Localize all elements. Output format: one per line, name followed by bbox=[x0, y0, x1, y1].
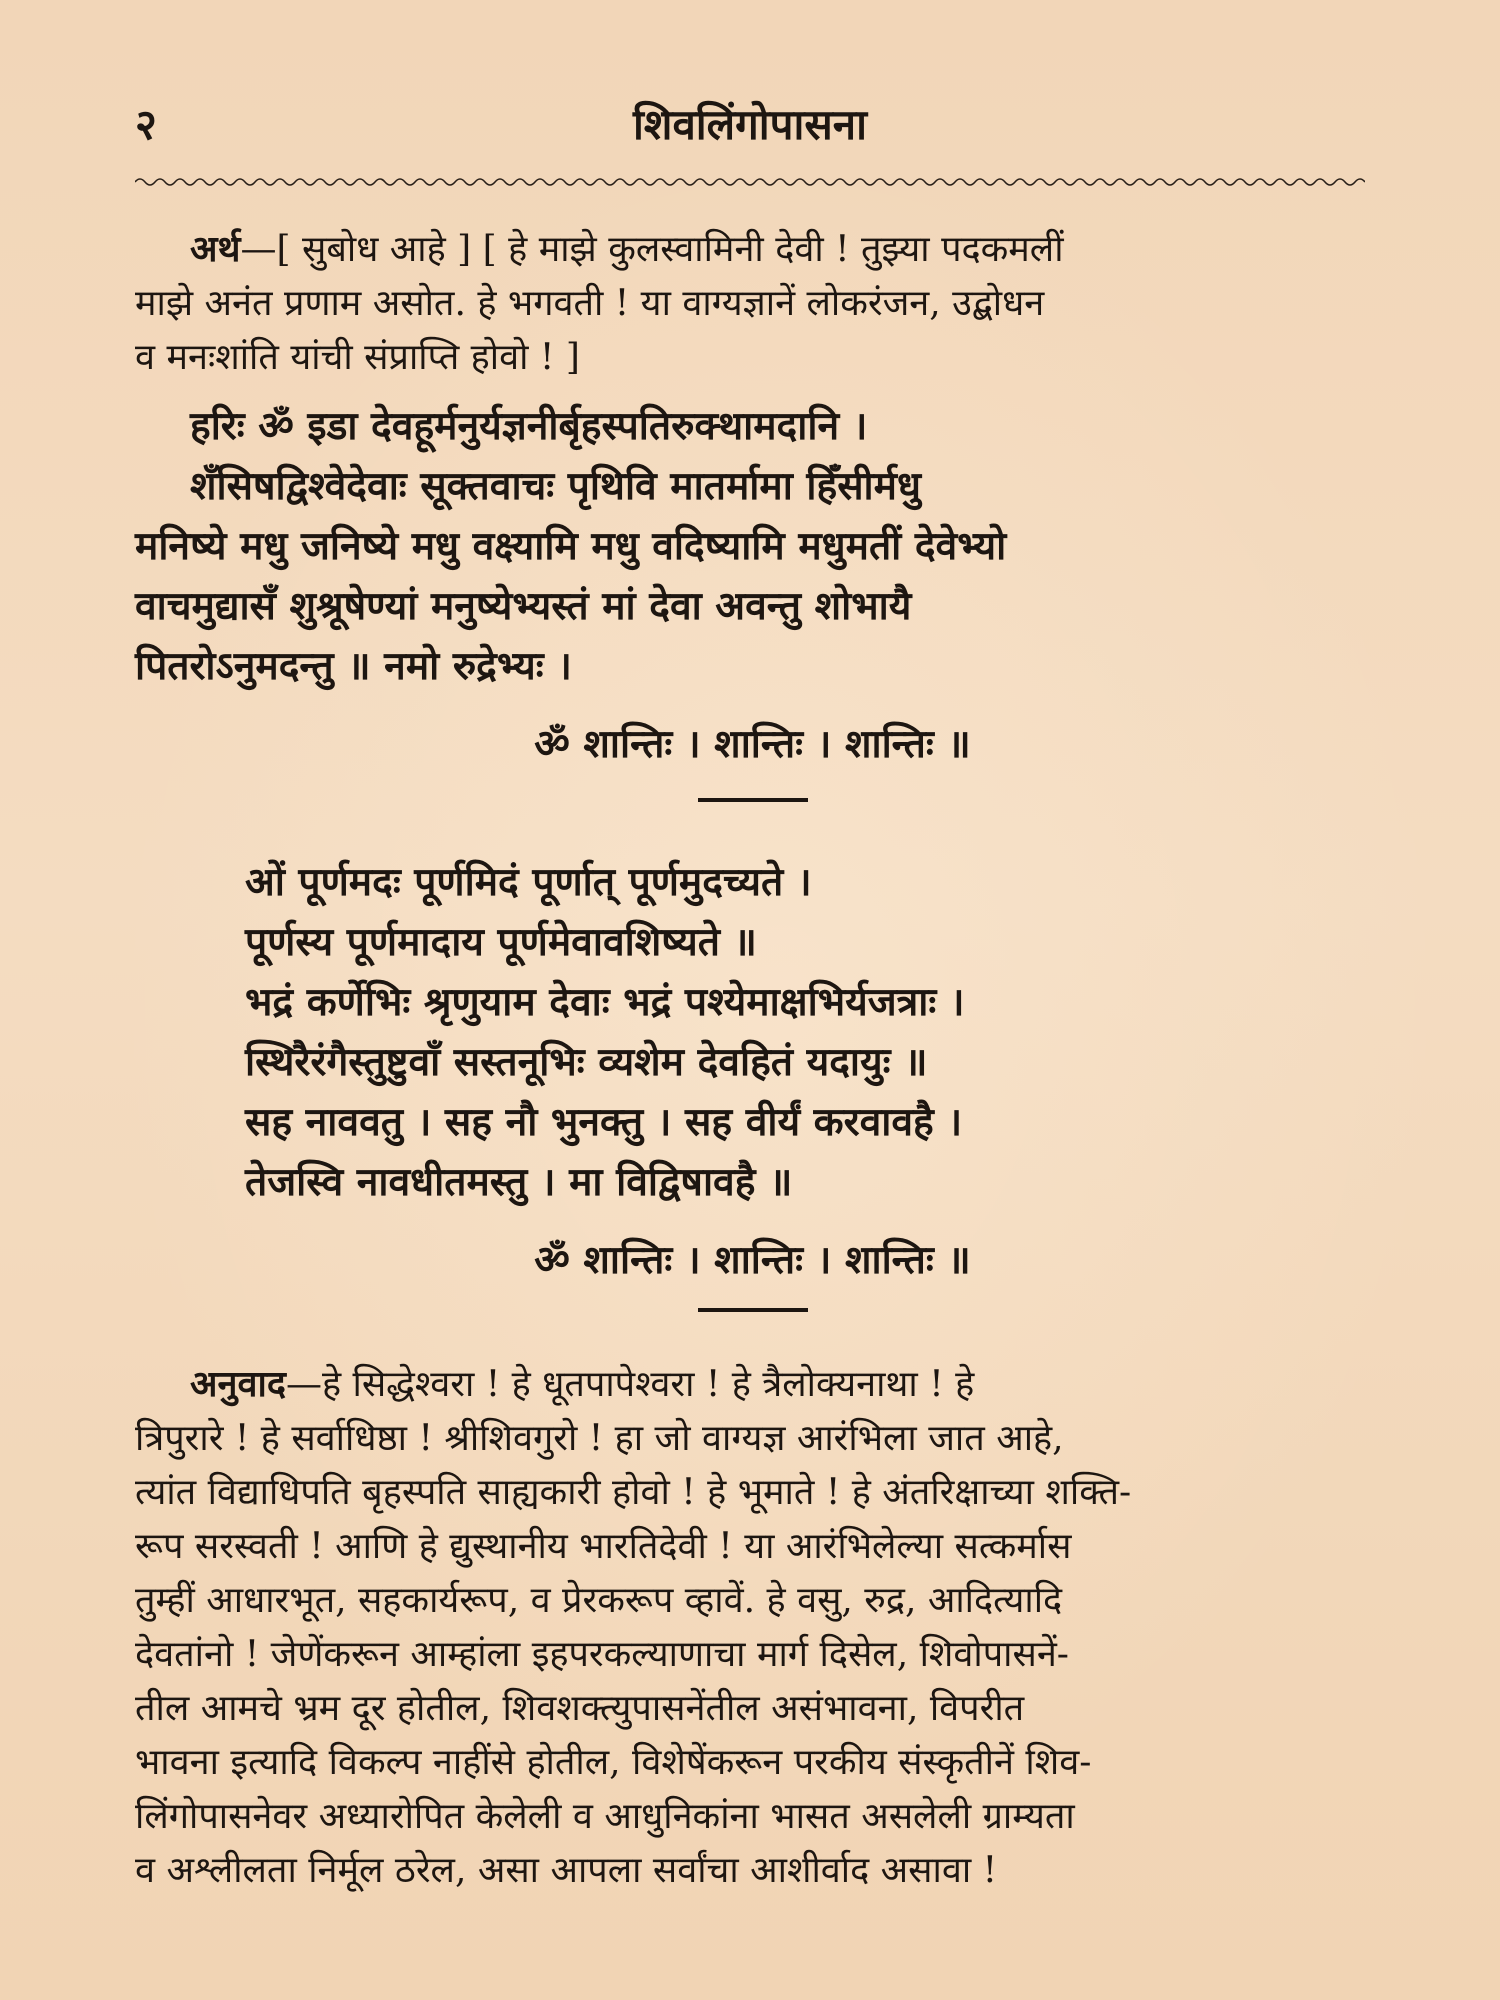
verse-line: स्थिरैरंगैस्तुष्टुवाँ सस्तनूभिः व्यशेम देवहितं यदायुः ॥ bbox=[245, 1039, 928, 1085]
sanskrit-line: पितरोऽनुमदन्तु ॥ नमो रुद्रेभ्यः । bbox=[135, 643, 572, 689]
verse-line: तेजस्वि नावधीतमस्तु । मा विद्विषावहै ॥ bbox=[245, 1159, 793, 1205]
sanskrit-line: हरिः ॐ इडा देवहूर्मनुर्यज्ञनीर्बृहस्पतिरुक्थामदानि । bbox=[190, 403, 868, 449]
page-number: २ bbox=[135, 100, 157, 149]
verse-line: भद्रं कर्णेभिः श्रृणुयाम देवाः भद्रं पश्येमाक्षभिर्यजत्राः । bbox=[245, 979, 965, 1025]
verse-line: ओं पूर्णमदः पूर्णमिदं पूर्णात् पूर्णमुदच्यते । bbox=[245, 859, 812, 905]
translation-line: देवतांनो ! जेणेंकरून आम्हांला इहपरकल्याणाचा मार्ग दिसेल, शिवोपासनें- bbox=[135, 1634, 1069, 1675]
verse-line: सह नाववतु । सह नौ भुनक्तु । सह वीर्यं करवावहै । bbox=[245, 1099, 963, 1145]
meaning-line: व मनःशांति यांची संप्राप्ति होवो ! ] bbox=[135, 337, 580, 378]
translation-label: अनुवाद bbox=[190, 1363, 286, 1405]
shanti-mantra-2: ॐ शान्तिः । शान्तिः । शान्तिः ॥ bbox=[534, 1237, 971, 1283]
section-divider bbox=[698, 798, 808, 802]
page-header bbox=[135, 100, 1365, 160]
translation-line: रूप सरस्वती ! आणि हे द्युस्थानीय भारतिदेवी ! या आरंभिलेल्या सत्कर्मास bbox=[135, 1526, 1072, 1567]
translation-text: —हे सिद्धेश्वरा ! हे धूतपापेश्वरा ! हे त्रैलोक्यनाथा ! हे bbox=[285, 1364, 975, 1405]
translation-line: त्यांत विद्याधिपति बृहस्पति साह्यकारी होवो ! हे भूमाते ! हे अंतरिक्षाच्या शक्ति- bbox=[135, 1472, 1132, 1513]
translation-paragraph bbox=[135, 1357, 1370, 1898]
translation-line: व अश्लीलता निर्मूल ठरेल, असा आपला सर्वांचा आशीर्वाद असावा ! bbox=[135, 1850, 998, 1891]
translation-line: त्रिपुरारे ! हे सर्वाधिष्ठा ! श्रीशिवगुरो ! हा जो वाग्यज्ञ आरंभिला जात आहे, bbox=[135, 1418, 1064, 1459]
meaning-paragraph bbox=[135, 222, 1370, 385]
running-title: शिवलिंगोपासना bbox=[633, 100, 867, 149]
meaning-label: अर्थ bbox=[190, 228, 241, 270]
sanskrit-line: शँसिषद्विश्वेदेवाः सूक्तवाचः पृथिवि मातर्मामा हिँसीर्मधु bbox=[190, 463, 921, 509]
shanti-mantra-1: ॐ शान्तिः । शान्तिः । शान्तिः ॥ bbox=[534, 721, 971, 767]
translation-line: तुम्हीं आधारभूत, सहकार्यरूप, व प्रेरकरूप व्हावें. हे वसु, रुद्र, आदित्यादि bbox=[135, 1580, 1063, 1621]
section-divider bbox=[698, 1308, 808, 1312]
translation-line: लिंगोपासनेवर अध्यारोपित केलेली व आधुनिकांना भासत असलेली ग्राम्यता bbox=[135, 1796, 1075, 1837]
sanskrit-line: वाचमुद्यासँ शुश्रूषेण्यां मनुष्येभ्यस्तं मां देवा अवन्तु शोभायै bbox=[135, 583, 912, 629]
meaning-text: —[ सुबोध आहे ] [ हे माझे कुलस्वामिनी देवी ! तुझ्या पदकमलीं bbox=[240, 229, 1064, 270]
sanskrit-line: मनिष्ये मधु जनिष्ये मधु वक्ष्यामि मधु वदिष्यामि मधुमतीं देवेभ्यो bbox=[135, 523, 1007, 569]
verse-line: पूर्णस्य पूर्णमादाय पूर्णमेवावशिष्यते ॥ bbox=[245, 919, 757, 965]
verse-block bbox=[245, 852, 1325, 1212]
header-wavy-rule bbox=[135, 176, 1365, 188]
meaning-line bbox=[135, 222, 1370, 277]
translation-line: भावना इत्यादि विकल्प नाहींसे होतील, विशेषेंकरून परकीय संस्कृतीनें शिव- bbox=[135, 1742, 1092, 1783]
meaning-line: माझे अनंत प्रणाम असोत. हे भगवती ! या वाग्यज्ञानें लोकरंजन, उद्बोधन bbox=[135, 283, 1045, 324]
sanskrit-invocation bbox=[135, 396, 1370, 696]
translation-line: तील आमचे भ्रम दूर होतील, शिवशक्त्युपासनेंतील असंभावना, विपरीत bbox=[135, 1688, 1025, 1729]
translation-line bbox=[135, 1357, 1370, 1412]
